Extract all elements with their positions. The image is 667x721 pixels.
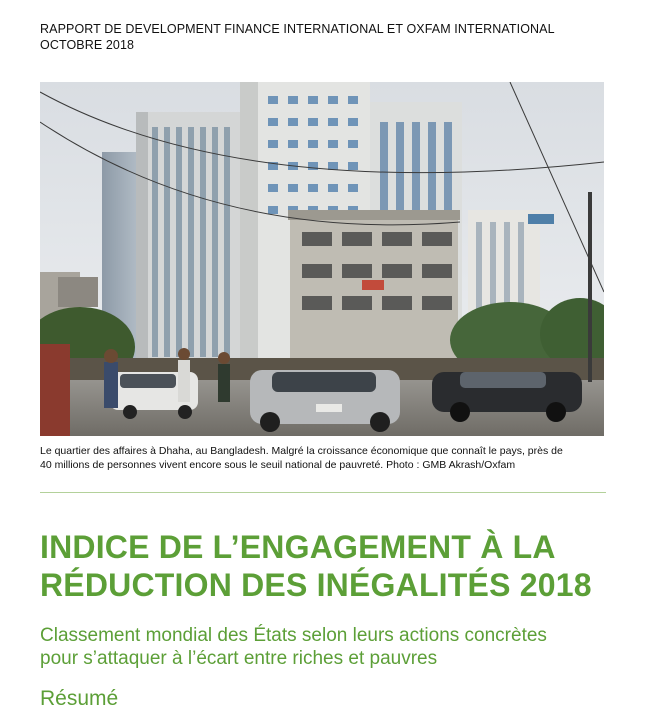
report-date-line: OCTOBRE 2018 bbox=[40, 38, 135, 52]
report-subtitle-line-1: Classement mondial des États selon leurs actions concrètes bbox=[40, 625, 547, 646]
report-title bbox=[40, 528, 592, 604]
section-divider bbox=[40, 492, 606, 493]
report-header bbox=[40, 21, 555, 53]
photo-caption-line-2: 40 millions de personnes vivent encore sous le seuil national de pauvreté. Photo : GMB Akrash/Oxfam bbox=[40, 459, 516, 471]
report-title-line-2: RÉDUCTION DES INÉGALITÉS 2018 bbox=[40, 567, 592, 603]
report-subtitle bbox=[40, 624, 547, 670]
photo-caption bbox=[40, 444, 604, 472]
summary-heading: Résumé bbox=[40, 687, 119, 710]
report-title-line-1: INDICE DE L’ENGAGEMENT À LA bbox=[40, 529, 556, 565]
report-subtitle-line-2: pour s’attaquer à l’écart entre riches et pauvres bbox=[40, 648, 438, 669]
photo-caption-line-1: Le quartier des affaires à Dhaha, au Bangladesh. Malgré la croissance économique que connaît le pays, près de bbox=[40, 445, 563, 457]
report-publisher-line: RAPPORT DE DEVELOPMENT FINANCE INTERNATIONAL ET OXFAM INTERNATIONAL bbox=[40, 22, 555, 36]
cover-photo bbox=[40, 82, 604, 436]
